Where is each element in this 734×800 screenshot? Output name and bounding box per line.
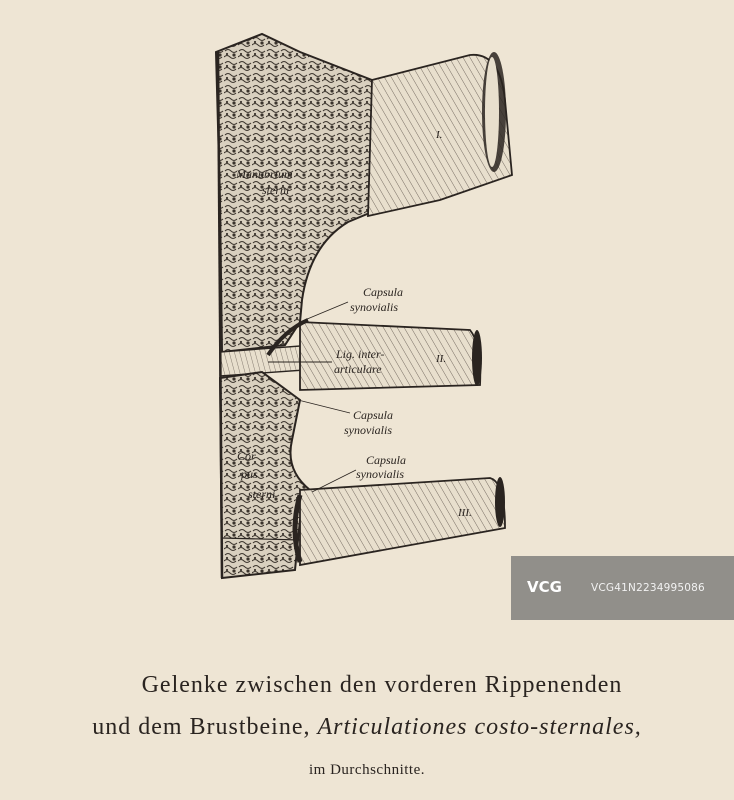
label-manubrium-1: Manubrium [236, 167, 293, 181]
caption-line-2 [0, 714, 734, 741]
label-rib-3: III. [458, 507, 472, 519]
label-capsula-2b: synovialis [344, 423, 392, 437]
watermark-id: VCG41N2234995086 [591, 582, 705, 594]
label-lig-2: articulare [334, 362, 382, 376]
label-corpus-3: sterni [248, 487, 276, 501]
vcg-brand-text: VCG [527, 578, 562, 596]
caption-line-2-plain: und dem Brustbeine, [92, 714, 318, 740]
rib-2-end [472, 330, 482, 386]
label-lig-1: Lig. inter- [336, 347, 385, 361]
caption-line-1: Gelenke zwischen den vorderen Rippenenden [141, 672, 623, 698]
label-rib-1: I. [436, 129, 443, 141]
rib-2-cartilage [300, 322, 480, 390]
caption-line-2-italic: Articulationes costo-sternales, [317, 714, 642, 740]
vcg-logo-icon [511, 556, 591, 620]
rib-3-cartilage [300, 478, 505, 565]
manubrium-sterni-bone [216, 34, 372, 352]
label-capsula-3b: synovialis [356, 467, 404, 481]
label-capsula-1a: Capsula [363, 285, 404, 299]
caption-line-3: im Durchschnitte. [309, 762, 425, 778]
label-manubrium-2: sterni [262, 183, 290, 197]
vcg-watermark [511, 556, 734, 620]
label-capsula-3a: Capsula [366, 453, 407, 467]
label-corpus-2: pus [241, 467, 258, 481]
label-rib-2: II. [436, 353, 447, 365]
label-corpus-1: Cor [237, 449, 256, 463]
rib-3-end [495, 477, 505, 527]
label-capsula-2a: Capsula [353, 408, 394, 422]
label-capsula-1b: synovialis [350, 300, 398, 314]
